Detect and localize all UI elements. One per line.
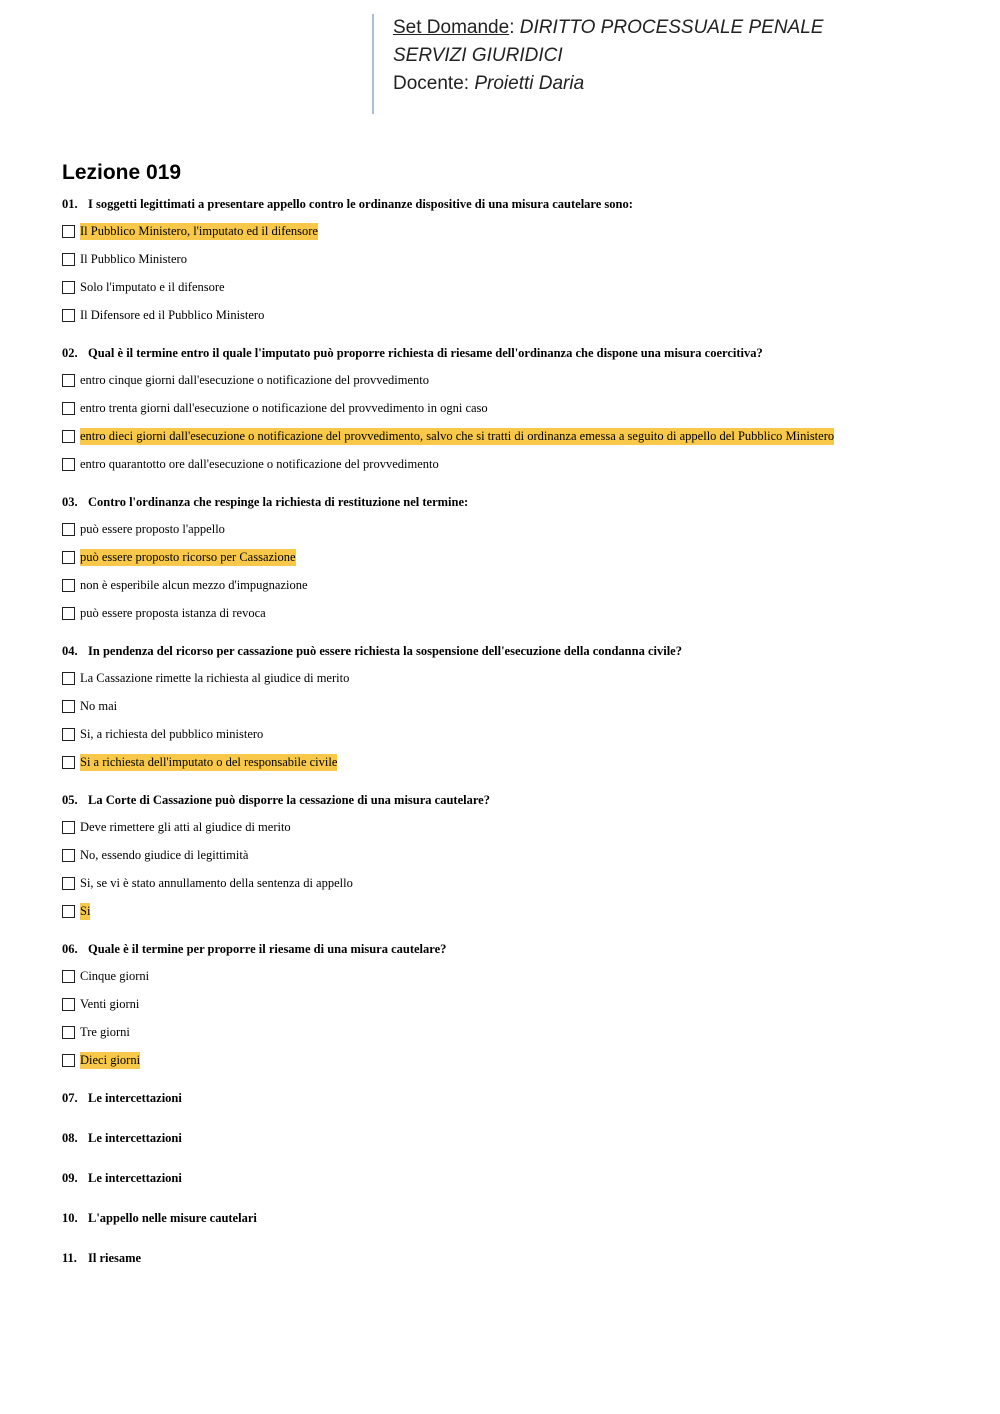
question-title xyxy=(62,493,962,511)
answer-checkbox[interactable] xyxy=(62,523,75,536)
answer-option[interactable] xyxy=(62,366,962,394)
set-header xyxy=(372,14,842,114)
answer-option[interactable] xyxy=(62,422,962,450)
answer-checkbox[interactable] xyxy=(62,849,75,862)
question-text: Le intercettazioni xyxy=(88,1091,182,1105)
answer-text-highlighted: può essere proposto ricorso per Cassazione xyxy=(80,549,296,564)
set-title-line1: Set Domande: DIRITTO PROCESSUALE PENALE xyxy=(393,17,824,38)
answer-text: No mai xyxy=(80,698,118,713)
question-title xyxy=(62,940,962,958)
question-text: I soggetti legittimati a presentare appello contro le ordinanze dispositive di una misura cautelare sono: xyxy=(88,197,633,211)
answer-text: Deve rimettere gli atti al giudice di merito xyxy=(80,819,291,834)
questions-list xyxy=(62,195,962,1289)
answer-text-highlighted: Si xyxy=(80,903,91,918)
answer-checkbox[interactable] xyxy=(62,551,75,564)
question-number: 08. xyxy=(62,1131,78,1145)
answer-option[interactable] xyxy=(62,273,962,301)
question-text: Le intercettazioni xyxy=(88,1171,182,1185)
answer-checkbox[interactable] xyxy=(62,1026,75,1039)
answer-checkbox[interactable] xyxy=(62,672,75,685)
question-03 xyxy=(62,493,962,627)
answer-text: La Cassazione rimette la richiesta al giudice di merito xyxy=(80,670,350,685)
answer-text: No, essendo giudice di legittimità xyxy=(80,847,249,862)
answer-option[interactable] xyxy=(62,599,962,627)
question-text: L'appello nelle misure cautelari xyxy=(88,1211,257,1225)
question-text: Le intercettazioni xyxy=(88,1131,182,1145)
answer-checkbox[interactable] xyxy=(62,607,75,620)
answer-option[interactable] xyxy=(62,813,962,841)
question-number: 07. xyxy=(62,1091,78,1105)
question-number: 04. xyxy=(62,644,78,658)
answer-option[interactable] xyxy=(62,720,962,748)
answer-checkbox[interactable] xyxy=(62,430,75,443)
question-title xyxy=(62,1129,962,1147)
answer-checkbox[interactable] xyxy=(62,579,75,592)
answer-checkbox[interactable] xyxy=(62,998,75,1011)
answer-option[interactable] xyxy=(62,217,962,245)
answer-text: entro trenta giorni dall'esecuzione o notificazione del provvedimento in ogni caso xyxy=(80,400,488,415)
answer-checkbox[interactable] xyxy=(62,253,75,266)
question-number: 09. xyxy=(62,1171,78,1185)
answer-checkbox[interactable] xyxy=(62,821,75,834)
question-title xyxy=(62,195,962,213)
answer-text-highlighted: entro dieci giorni dall'esecuzione o notificazione del provvedimento, salvo che si tratti di ordinanza emessa a seguito di appello del Pubblico Ministero xyxy=(80,428,835,443)
question-text: Il riesame xyxy=(88,1251,142,1265)
answer-text: Il Difensore ed il Pubblico Ministero xyxy=(80,307,265,322)
teacher-name: Proietti Daria xyxy=(474,73,585,94)
answer-option[interactable] xyxy=(62,450,962,478)
lesson-title: Lezione 019 xyxy=(62,161,182,184)
answer-text: Il Pubblico Ministero xyxy=(80,251,187,266)
answer-text: Tre giorni xyxy=(80,1024,130,1039)
question-number: 03. xyxy=(62,495,78,509)
question-title xyxy=(62,1169,962,1187)
set-title-line2 xyxy=(393,42,842,70)
question-04 xyxy=(62,642,962,776)
answer-text: entro quarantotto ore dall'esecuzione o notificazione del provvedimento xyxy=(80,456,439,471)
question-text: Quale è il termine per proporre il riesame di una misura cautelare? xyxy=(88,942,447,956)
question-02 xyxy=(62,344,962,478)
answer-option[interactable] xyxy=(62,571,962,599)
answer-text: entro cinque giorni dall'esecuzione o notificazione del provvedimento xyxy=(80,372,430,387)
answer-text: Venti giorni xyxy=(80,996,140,1011)
question-number: 06. xyxy=(62,942,78,956)
answer-option[interactable] xyxy=(62,962,962,990)
question-number: 01. xyxy=(62,197,78,211)
answer-text: può essere proposto l'appello xyxy=(80,521,225,536)
question-number: 05. xyxy=(62,793,78,807)
answer-option[interactable] xyxy=(62,897,962,925)
answer-checkbox[interactable] xyxy=(62,374,75,387)
answer-checkbox[interactable] xyxy=(62,225,75,238)
answer-checkbox[interactable] xyxy=(62,877,75,890)
answer-checkbox[interactable] xyxy=(62,1054,75,1067)
answer-option[interactable] xyxy=(62,394,962,422)
answer-option[interactable] xyxy=(62,748,962,776)
answer-text: Cinque giorni xyxy=(80,968,150,983)
answer-text: Si, se vi è stato annullamento della sentenza di appello xyxy=(80,875,353,890)
question-09 xyxy=(62,1169,962,1187)
question-number: 10. xyxy=(62,1211,78,1225)
question-text: Qual è il termine entro il quale l'imputato può proporre richiesta di riesame dell'ordinanza che dispone una misura coercitiva? xyxy=(88,346,763,360)
answer-text: Solo l'imputato e il difensore xyxy=(80,279,225,294)
answer-option[interactable] xyxy=(62,869,962,897)
answer-option[interactable] xyxy=(62,664,962,692)
answer-option[interactable] xyxy=(62,1046,962,1074)
question-number: 11. xyxy=(62,1251,77,1265)
question-11 xyxy=(62,1249,962,1267)
answer-checkbox[interactable] xyxy=(62,309,75,322)
answer-checkbox[interactable] xyxy=(62,458,75,471)
question-title xyxy=(62,642,962,660)
answer-checkbox[interactable] xyxy=(62,728,75,741)
answer-text-highlighted: Dieci giorni xyxy=(80,1052,141,1067)
answer-option[interactable] xyxy=(62,515,962,543)
question-title xyxy=(62,791,962,809)
question-title xyxy=(62,1209,962,1227)
teacher-line: Docente: Proietti Daria xyxy=(393,73,585,94)
question-05 xyxy=(62,791,962,925)
answer-option[interactable] xyxy=(62,692,962,720)
question-06 xyxy=(62,940,962,1074)
answer-checkbox[interactable] xyxy=(62,756,75,769)
answer-text-highlighted: Il Pubblico Ministero, l'imputato ed il difensore xyxy=(80,223,318,238)
question-title xyxy=(62,344,962,362)
set-title-part2: SERVIZI GIURIDICI xyxy=(393,45,563,66)
question-title xyxy=(62,1249,962,1267)
question-01 xyxy=(62,195,962,329)
answer-text: può essere proposta istanza di revoca xyxy=(80,605,266,620)
answer-option[interactable] xyxy=(62,990,962,1018)
answer-text: non è esperibile alcun mezzo d'impugnazione xyxy=(80,577,308,592)
question-number: 02. xyxy=(62,346,78,360)
question-07 xyxy=(62,1089,962,1107)
answer-checkbox[interactable] xyxy=(62,402,75,415)
question-08 xyxy=(62,1129,962,1147)
set-label: Set Domande xyxy=(393,17,510,38)
answer-option[interactable] xyxy=(62,1018,962,1046)
teacher-label: Docente xyxy=(393,73,464,94)
answer-checkbox[interactable] xyxy=(62,700,75,713)
answer-option[interactable] xyxy=(62,245,962,273)
answer-text: Si, a richiesta del pubblico ministero xyxy=(80,726,264,741)
answer-checkbox[interactable] xyxy=(62,281,75,294)
set-title-part1: DIRITTO PROCESSUALE PENALE xyxy=(519,17,824,38)
answer-text-highlighted: Si a richiesta dell'imputato o del responsabile civile xyxy=(80,754,338,769)
answer-checkbox[interactable] xyxy=(62,905,75,918)
answer-option[interactable] xyxy=(62,841,962,869)
question-title xyxy=(62,1089,962,1107)
answer-checkbox[interactable] xyxy=(62,970,75,983)
answer-option[interactable] xyxy=(62,301,962,329)
question-text: In pendenza del ricorso per cassazione può essere richiesta la sospensione dell'esecuzione della condanna civile? xyxy=(88,644,682,658)
answer-option[interactable] xyxy=(62,543,962,571)
question-text: La Corte di Cassazione può disporre la cessazione di una misura cautelare? xyxy=(88,793,490,807)
question-10 xyxy=(62,1209,962,1227)
question-text: Contro l'ordinanza che respinge la richiesta di restituzione nel termine: xyxy=(88,495,469,509)
